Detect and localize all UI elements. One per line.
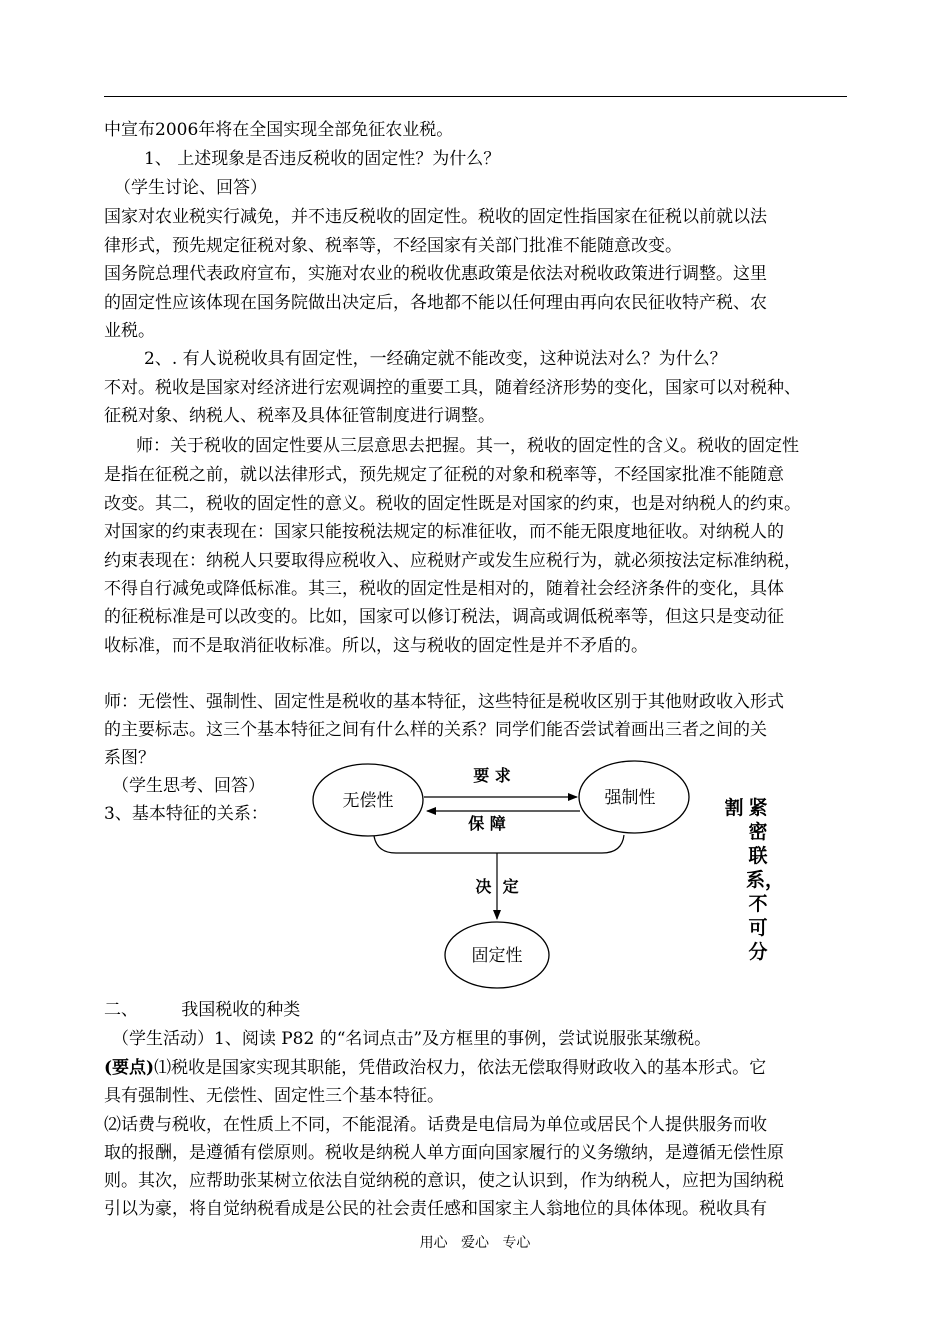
key-point-text: ⑴税收是国家实现其职能，凭借政治权力，依法无偿取得财政收入的基本形式。它 bbox=[154, 1058, 767, 1078]
arrow-require-label: 要 求 bbox=[473, 766, 511, 785]
text-line: 系图？ bbox=[104, 748, 155, 768]
text-line: 业税。 bbox=[104, 321, 155, 341]
text-line: 则。其次，应帮助张某树立依法自觉纳税的意识，使之认识到，作为纳税人，应把为国纳税 bbox=[104, 1171, 784, 1191]
text-line: 不得自行减免或降低标准。其三，税收的固定性是相对的，随着社会经济条件的变化，具体 bbox=[104, 579, 784, 599]
text-line: 征税对象、纳税人、税率及具体征管制度进行调整。 bbox=[104, 406, 495, 426]
text-line: （学生讨论、回答） bbox=[114, 178, 267, 198]
section-heading: 二、 我国税收的种类 bbox=[104, 1000, 301, 1020]
text-line: 3、基本特征的关系： bbox=[104, 804, 268, 824]
brace-connector bbox=[374, 835, 624, 853]
text-line: 具有强制性、无偿性、固定性三个基本特征。 bbox=[104, 1086, 444, 1106]
text-line: 的征税标准是可以改变的。比如，国家可以修订税法，调高或调低税率等，但这只是变动征 bbox=[104, 607, 784, 627]
key-point-label: (要点) bbox=[104, 1058, 155, 1078]
page-footer: 用心 爱心 专心 bbox=[419, 1235, 531, 1251]
student-activity: （学生活动）1、阅读 P82 的“名词点击”及方框里的事例，尝试说服张某缴税。 bbox=[112, 1029, 712, 1049]
text-line: 约束表现在：纳税人只要取得应税收入、应税财产或发生应税行为，就必须按法定标准纳税， bbox=[104, 551, 801, 571]
text-line: （学生思考、回答） bbox=[112, 776, 265, 796]
text-line: 改变。其二，税收的固定性的意义。税收的固定性既是对国家的约束，也是对纳税人的约束。 bbox=[104, 494, 801, 514]
text-line: 师：无偿性、强制性、固定性是税收的基本特征，这些特征是税收区别于其他财政收入形式 bbox=[104, 692, 784, 712]
text-line: 国家对农业税实行减免，并不违反税收的固定性。税收的固定性指国家在征税以前就以法 bbox=[104, 207, 767, 227]
arrow-guarantee-label: 保 障 bbox=[468, 814, 506, 833]
node-right-label: 强制性 bbox=[604, 788, 656, 808]
text-line: 取的报酬，是遵循有偿原则。税收是纳税人单方面向国家履行的义务缴纳，是遵循无偿性原 bbox=[104, 1143, 784, 1163]
text-line: 不对。税收是国家对经济进行宏观调控的重要工具，随着经济形势的变化，国家可以对税种、 bbox=[104, 378, 801, 398]
side-note-col2: 紧密联系，不可分 bbox=[746, 797, 785, 963]
text-line: 是指在征税之前，就以法律形式，预先规定了征税的对象和税率等，不经国家批准不能随意 bbox=[104, 465, 784, 485]
arrow-decide-label: 决 定 bbox=[475, 877, 519, 896]
text-line: 的主要标志。这三个基本特征之间有什么样的关系？同学们能否尝试着画出三者之间的关 bbox=[104, 720, 767, 740]
node-bottom-label: 固定性 bbox=[471, 946, 523, 966]
key-point-line bbox=[104, 1056, 766, 1080]
text-line: 收标准，而不是取消征收标准。所以，这与税收的固定性是并不矛盾的。 bbox=[104, 636, 648, 656]
text-line: 国务院总理代表政府宣布，实施对农业的税收优惠政策是依法对税收政策进行调整。这里 bbox=[104, 264, 767, 284]
question-1: 1、 上述现象是否违反税收的固定性？为什么？ bbox=[144, 149, 501, 169]
text-line: 师：关于税收的固定性要从三层意思去把握。其一，税收的固定性的含义。税收的固定性 bbox=[136, 436, 799, 456]
side-note-col1: 割 bbox=[724, 797, 744, 819]
text-line: 对国家的约束表现在：国家只能按税法规定的标准征收，而不能无限度地征收。对纳税人的 bbox=[104, 522, 784, 542]
text-line: 中宣布2006年将在全国实现全部免征农业税。 bbox=[104, 120, 454, 140]
node-left-label: 无偿性 bbox=[342, 791, 394, 811]
text-line: 的固定性应该体现在国务院做出决定后，各地都不能以任何理由再向农民征收特产税、农 bbox=[104, 293, 767, 313]
text-line: 律形式，预先规定征税对象、税率等，不经国家有关部门批准不能随意改变。 bbox=[104, 236, 682, 256]
text-line: 引以为豪，将自觉纳税看成是公民的社会责任感和国家主人翁地位的具体体现。税收具有 bbox=[104, 1199, 767, 1219]
question-2: 2、. 有人说税收具有固定性，一经确定就不能改变，这种说法对么？为什么？ bbox=[144, 349, 727, 369]
text-line: ⑵话费与税收，在性质上不同，不能混淆。话费是电信局为单位或居民个人提供服务而收 bbox=[104, 1115, 767, 1135]
